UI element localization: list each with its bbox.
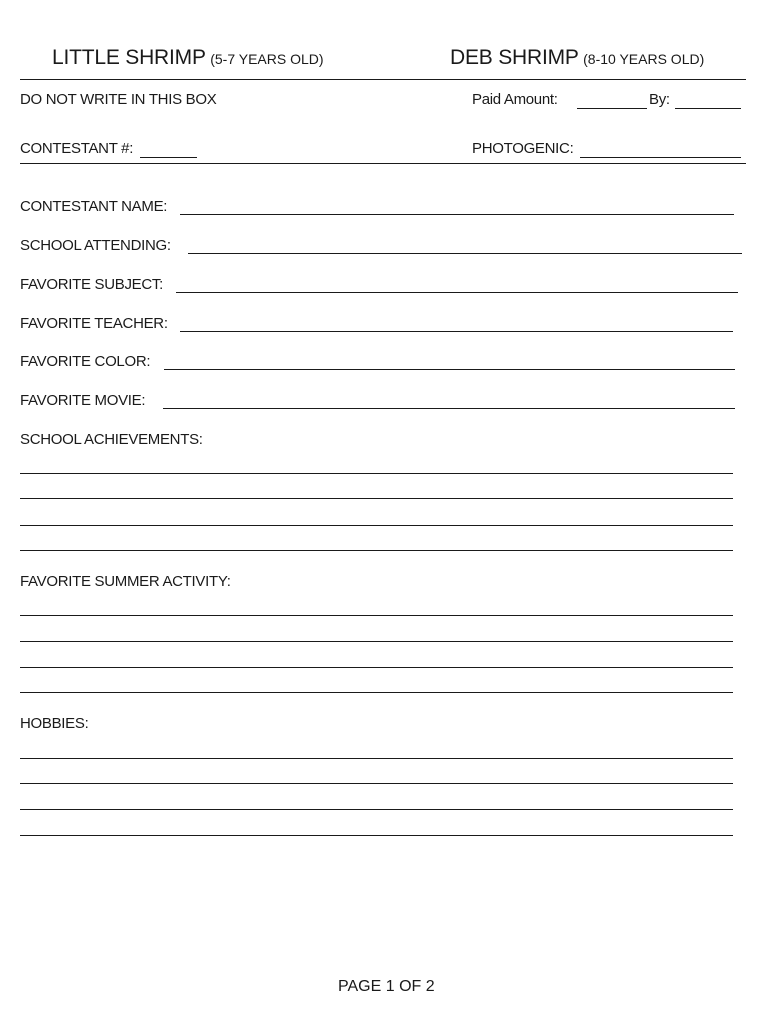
- school-achievements-line[interactable]: [20, 473, 733, 475]
- favorite-teacher-field: [20, 315, 733, 337]
- favorite-movie-line[interactable]: [163, 408, 735, 409]
- summer-activity-line[interactable]: [20, 615, 733, 617]
- favorite-color-label: FAVORITE COLOR:: [20, 353, 151, 370]
- little-shrimp-age: (5-7 YEARS OLD): [210, 51, 324, 67]
- summer-activity-line[interactable]: [20, 692, 733, 694]
- school-achievements-line[interactable]: [20, 550, 733, 552]
- office-box-bottom-border: [20, 163, 746, 164]
- deb-shrimp-title: DEB SHRIMP: [450, 46, 579, 69]
- photogenic-field: [472, 140, 742, 162]
- school-achievements-line[interactable]: [20, 525, 733, 527]
- favorite-color-field: [20, 353, 735, 375]
- photogenic-line[interactable]: [580, 157, 741, 158]
- office-box-top-border: [20, 79, 746, 80]
- contestant-name-field: [20, 198, 734, 220]
- contestant-number-line[interactable]: [140, 157, 197, 158]
- little-shrimp-title: LITTLE SHRIMP: [52, 46, 206, 69]
- deb-shrimp-heading: [450, 46, 704, 70]
- school-achievements-line[interactable]: [20, 498, 733, 500]
- deb-shrimp-age: (8-10 YEARS OLD): [583, 51, 705, 67]
- contestant-name-label: CONTESTANT NAME:: [20, 198, 168, 215]
- hobbies-line[interactable]: [20, 758, 733, 760]
- favorite-teacher-line[interactable]: [180, 331, 733, 332]
- paid-amount-line[interactable]: [577, 108, 647, 109]
- contestant-number-field: [20, 140, 200, 162]
- favorite-teacher-label: FAVORITE TEACHER:: [20, 315, 168, 332]
- favorite-subject-label: FAVORITE SUBJECT:: [20, 276, 163, 293]
- office-box-notice: DO NOT WRITE IN THIS BOX: [20, 91, 217, 108]
- paid-amount-label: Paid Amount:: [472, 91, 558, 108]
- hobbies-line[interactable]: [20, 809, 733, 811]
- school-attending-label: SCHOOL ATTENDING:: [20, 237, 171, 254]
- favorite-subject-line[interactable]: [176, 292, 738, 293]
- by-label: By:: [649, 91, 670, 108]
- favorite-summer-activity-label: FAVORITE SUMMER ACTIVITY:: [20, 573, 231, 590]
- summer-activity-line[interactable]: [20, 667, 733, 669]
- little-shrimp-heading: [52, 46, 324, 70]
- favorite-subject-field: [20, 276, 738, 298]
- school-attending-line[interactable]: [188, 253, 742, 254]
- by-line[interactable]: [675, 108, 741, 109]
- contestant-number-label: CONTESTANT #:: [20, 140, 134, 157]
- hobbies-label: HOBBIES:: [20, 715, 89, 732]
- school-achievements-label: SCHOOL ACHIEVEMENTS:: [20, 431, 203, 448]
- hobbies-line[interactable]: [20, 783, 733, 785]
- paid-amount-field: [472, 91, 742, 113]
- favorite-movie-field: [20, 392, 735, 414]
- favorite-movie-label: FAVORITE MOVIE:: [20, 392, 146, 409]
- hobbies-line[interactable]: [20, 835, 733, 837]
- photogenic-label: PHOTOGENIC:: [472, 140, 574, 157]
- favorite-color-line[interactable]: [164, 369, 735, 370]
- page-number: PAGE 1 OF 2: [338, 978, 435, 995]
- contestant-name-line[interactable]: [180, 214, 734, 215]
- summer-activity-line[interactable]: [20, 641, 733, 643]
- school-attending-field: [20, 237, 742, 259]
